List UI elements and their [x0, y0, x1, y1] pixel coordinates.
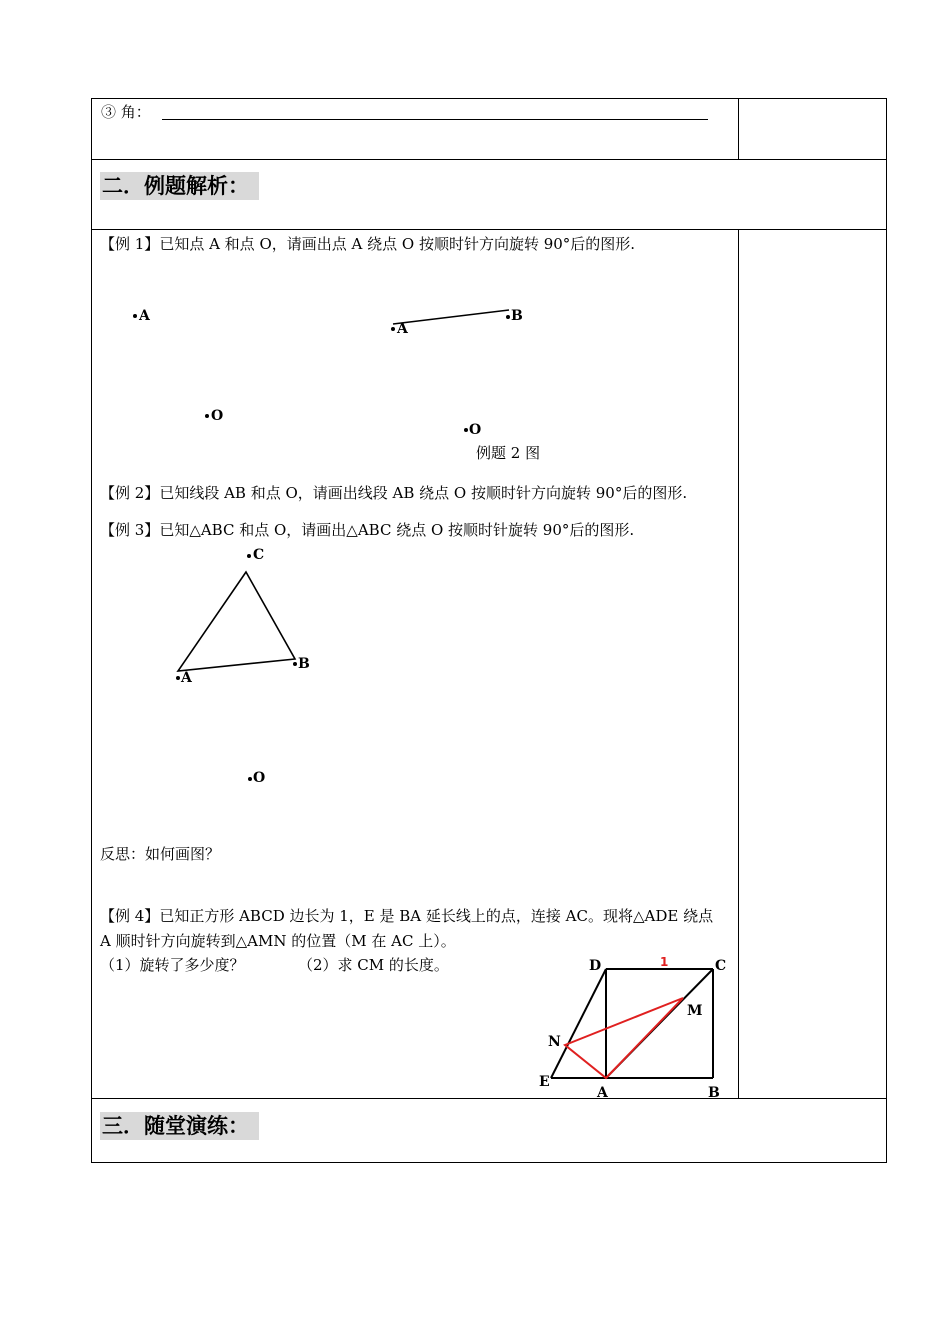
fig4-label-e: E [539, 1074, 550, 1090]
fig2-point-b [506, 315, 510, 319]
triangle-amn [565, 998, 683, 1078]
fig1-point-a [133, 314, 137, 318]
fig1-label-o: O [211, 408, 224, 424]
example3-text [100, 521, 634, 539]
example4-body-1: 已知正方形 ABCD 边长为 1，E 是 BA 延长线上的点，连接 AC。现将△ADE 绕点 [159, 907, 714, 925]
fig2-label-a: A [397, 321, 408, 337]
fig4-label-b: B [708, 1085, 720, 1100]
table-bottom-border [91, 1162, 887, 1163]
fig3-point-o [248, 777, 252, 781]
section2-title: 二．例题解析： [100, 172, 259, 200]
example2-tag: 【例 2】 [100, 484, 160, 502]
fig3-point-b [293, 662, 297, 666]
table-top-border [91, 98, 887, 99]
fig2-segment-ab [393, 310, 509, 324]
examples-bottom-border [91, 1098, 887, 1099]
row1-bottom-border [91, 159, 887, 160]
example1-tag: 【例 1】 [100, 235, 160, 253]
fig2-label-o: O [469, 422, 482, 438]
fig4-label-d: D [589, 958, 602, 974]
fig1-label-a: A [139, 308, 150, 324]
example4-tag: 【例 4】 [100, 907, 160, 925]
fig4-label-a: A [597, 1085, 608, 1100]
triangle-abc [178, 572, 295, 671]
example4-question2: （2）求 CM 的长度。 [298, 956, 449, 974]
angle-answer-line [162, 119, 708, 120]
example3-body: 已知△ABC 和点 O，请画出△ABC 绕点 O 按顺时针旋转 90°后的图形. [159, 521, 635, 539]
example4-question1: （1）旋转了多少度？ [100, 956, 245, 974]
example4-line2: A 顺时针方向旋转到△AMN 的位置（M 在 AC 上）。 [100, 932, 456, 950]
example2-text [100, 484, 687, 502]
fig2-label-b: B [511, 308, 523, 324]
examples-divider [738, 229, 739, 1099]
section2-bottom-border [91, 229, 887, 230]
example2-body: 已知线段 AB 和点 O，请画出线段 AB 绕点 O 按顺时针方向旋转 90°后的图形. [159, 484, 688, 502]
fig3-label-b: B [298, 656, 310, 672]
fig4-side-label: 1 [660, 955, 669, 969]
table-left-border [91, 98, 92, 1163]
figure-example3-triangle [160, 540, 360, 790]
fig1-point-o [205, 414, 209, 418]
fig4-label-c: C [715, 958, 727, 974]
figure-example4-square [530, 950, 738, 1100]
fig4-label-m: M [687, 1003, 703, 1019]
section3-title: 三．随堂演练： [100, 1112, 259, 1140]
example1-text [100, 235, 635, 253]
row1-divider [738, 98, 739, 160]
table-right-border [886, 98, 887, 1163]
figure-example1-2 [100, 290, 560, 470]
fig3-label-a: A [181, 670, 192, 686]
fig3-point-c [247, 554, 251, 558]
line-de [551, 969, 606, 1078]
example1-body: 已知点 A 和点 O，请画出点 A 绕点 O 按顺时针方向旋转 90°后的图形. [159, 235, 636, 253]
fig2-point-a [391, 327, 395, 331]
example3-tag: 【例 3】 [100, 521, 160, 539]
fig2-point-o [464, 428, 468, 432]
figure2-caption: 例题 2 图 [476, 444, 541, 462]
fig3-label-c: C [253, 547, 265, 563]
reflection-text: 反思：如何画图？ [100, 845, 221, 863]
fig3-point-a [176, 676, 180, 680]
fig3-label-o: O [253, 770, 266, 786]
angle-label: ③ 角： [101, 103, 151, 121]
example4-line1 [100, 907, 713, 925]
fig4-label-n: N [548, 1034, 561, 1050]
